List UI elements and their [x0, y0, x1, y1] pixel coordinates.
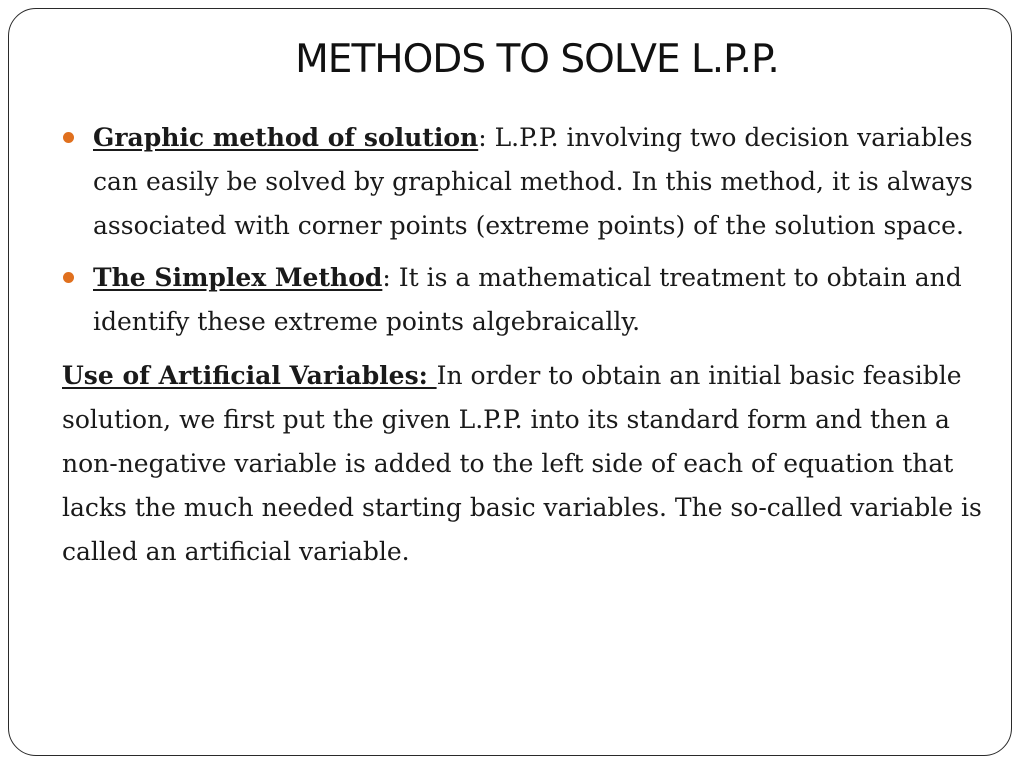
slide-content — [62, 116, 982, 574]
bullet-text-graphic-method: : L.P.P. involving two decision variables can easily be solved by graphical method. In this method, it is always associated with corner points (extreme points) of the solution space. — [93, 123, 973, 240]
paragraph-artificial-variables — [62, 354, 982, 574]
slide-title: METHODS TO SOLVE L.P.P. — [295, 37, 779, 82]
bullet-item-graphic-method — [62, 116, 982, 248]
bullet-icon — [63, 132, 74, 143]
bullet-item-simplex-method — [62, 256, 982, 344]
bullet-lead-graphic-method: Graphic method of solution — [93, 123, 479, 152]
paragraph-text: In order to obtain an initial basic feasible solution, we first put the given L.P.P. into its standard form and then a non-negative variable is added to the left side of each of equation that lacks the much needed starting basic variables. The so-called variable is called an artificial variable. — [62, 361, 982, 566]
bullet-lead-simplex-method: The Simplex Method — [93, 263, 383, 292]
paragraph-lead: Use of Artificial Variables: — [62, 361, 437, 390]
bullet-text-simplex-method: : It is a mathematical treatment to obtain and identify these extreme points algebraically. — [93, 263, 962, 336]
bullet-icon — [63, 272, 74, 283]
